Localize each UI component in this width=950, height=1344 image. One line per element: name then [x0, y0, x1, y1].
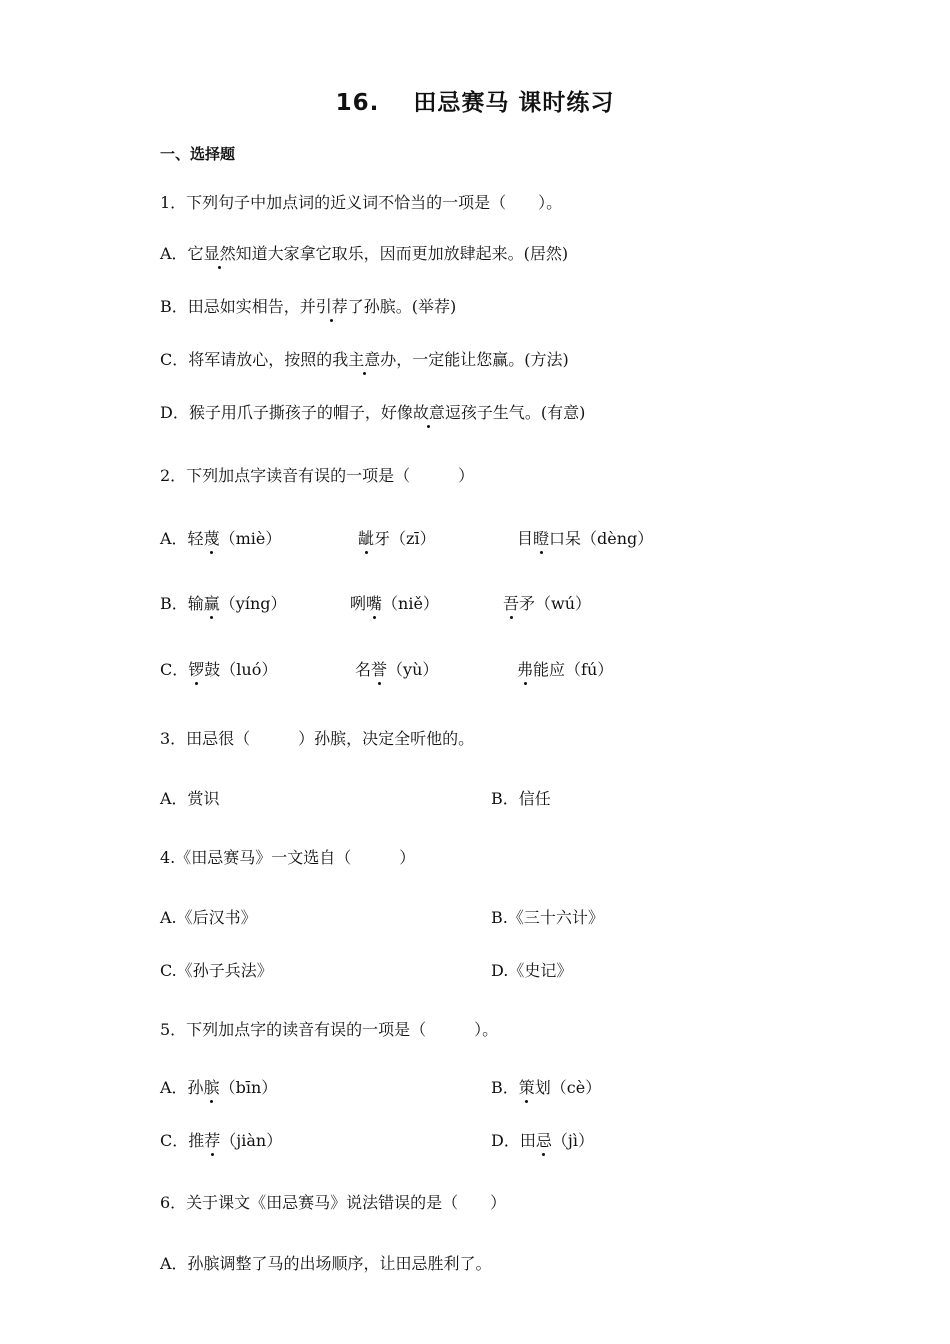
- q4-option-d: D.《史记》: [491, 961, 573, 980]
- q2-b-item3: [503, 591, 591, 614]
- section-heading: 一、选择题: [160, 145, 236, 163]
- dotted-word: 主意: [348, 347, 380, 370]
- option-text: （jiàn）: [220, 1131, 283, 1150]
- item-text: 口呆（dèng）: [549, 529, 654, 548]
- q4-option-a: A.《后汉书》: [160, 908, 257, 927]
- option-text: D．田: [491, 1131, 536, 1150]
- item-text: 能应（fú）: [533, 660, 614, 679]
- q2-a-item3: [517, 526, 653, 549]
- q4-stem: 4.《田忌赛马》一文选自（ ）: [160, 848, 416, 867]
- dotted-char: 弗: [517, 657, 533, 680]
- item-text: 咧: [350, 594, 367, 613]
- item-text: （niě）: [382, 594, 439, 613]
- dotted-char: 赢: [204, 591, 220, 614]
- dotted-char: 忌: [536, 1128, 552, 1151]
- dotted-char: 策: [519, 1075, 535, 1098]
- item-text: 矛（wú）: [519, 594, 592, 613]
- item-text: 目: [517, 529, 534, 548]
- q1-option-b: [160, 294, 456, 317]
- q2-c-item3: [517, 657, 613, 680]
- option-text: B．田忌如实相告，并: [160, 297, 316, 316]
- q1-option-c: [160, 347, 569, 370]
- option-text: D．猴子用爪子撕孩子的帽子，好像: [160, 403, 413, 422]
- dotted-char: 嘴: [366, 591, 382, 614]
- dotted-char: 誉: [371, 657, 387, 680]
- dotted-char: 锣: [188, 657, 204, 680]
- item-text: A．轻: [160, 529, 204, 548]
- option-text: A．孙: [160, 1078, 204, 1097]
- option-text: （bīn）: [219, 1078, 278, 1097]
- dotted-char: 荐: [204, 1128, 220, 1151]
- q1-option-d: [160, 400, 585, 423]
- item-text: 鼓（luó）: [204, 660, 278, 679]
- dotted-char: 蔑: [204, 526, 220, 549]
- q2-b-item1: [160, 591, 287, 614]
- q1-option-a: [160, 241, 568, 264]
- q3-option-b: B．信任: [491, 789, 551, 808]
- q2-c-item2: [355, 657, 438, 680]
- q2-c-item1: [160, 657, 277, 680]
- option-text: C．将军请放心，按照的我: [160, 350, 349, 369]
- lesson-title: 田忌赛马 课时练习: [413, 90, 615, 116]
- q6-stem: 6．关于课文《田忌赛马》说法错误的是（ ）: [160, 1193, 507, 1212]
- option-text: 了孙膑。(举荐): [347, 297, 457, 316]
- q3-option-a: A．赏识: [160, 789, 220, 808]
- q4-option-b: B.《三十六计》: [491, 908, 604, 927]
- item-text: （miè）: [219, 529, 282, 548]
- q5-option-a: [160, 1075, 277, 1098]
- item-text: 牙（zī）: [374, 529, 436, 548]
- option-text: A．它: [160, 244, 204, 263]
- option-text: 办，一定能让您赢。(方法): [380, 350, 569, 369]
- dotted-word: 显然: [204, 241, 236, 264]
- item-text: B．输: [160, 594, 204, 613]
- q2-stem: 2．下列加点字读音有误的一项是（ ）: [160, 466, 475, 485]
- q5-option-b: [491, 1075, 601, 1098]
- option-text: C．推: [160, 1131, 205, 1150]
- option-text: 知道大家拿它取乐，因而更加放肆起来。(居然): [235, 244, 569, 263]
- item-text: （yù）: [387, 660, 439, 679]
- item-text: 名: [355, 660, 372, 679]
- q6-option-a: A．孙膑调整了马的出场顺序，让田忌胜利了。: [160, 1254, 492, 1273]
- dotted-char: 膑: [204, 1075, 220, 1098]
- q3-stem: 3．田忌很（ ）孙膑，决定全听他的。: [160, 729, 475, 748]
- page-title: [0, 84, 950, 117]
- q5-stem: 5．下列加点字的读音有误的一项是（ ）。: [160, 1020, 499, 1039]
- lesson-number: 16.: [335, 90, 380, 116]
- dotted-char: 瞪: [533, 526, 549, 549]
- q1-stem: 1．下列句子中加点词的近义词不恰当的一项是（ ）。: [160, 193, 563, 212]
- option-text: 划（cè）: [534, 1078, 602, 1097]
- q2-b-item2: [350, 591, 439, 614]
- q5-option-d: [491, 1128, 594, 1151]
- item-text: （yíng）: [219, 594, 287, 613]
- q5-option-c: [160, 1128, 282, 1151]
- q4-option-c: C.《孙子兵法》: [160, 961, 273, 980]
- dotted-char: 吾: [503, 591, 519, 614]
- q2-a-item1: [160, 526, 281, 549]
- option-text: （jì）: [551, 1131, 594, 1150]
- option-text: B．: [491, 1078, 519, 1097]
- option-text: 逗孩子生气。(有意): [444, 403, 586, 422]
- dotted-word: 故意: [413, 400, 445, 423]
- dotted-char: 龇: [358, 526, 374, 549]
- dotted-word: 引荐: [316, 294, 348, 317]
- q2-a-item2: [358, 526, 436, 549]
- item-text: C．: [160, 660, 189, 679]
